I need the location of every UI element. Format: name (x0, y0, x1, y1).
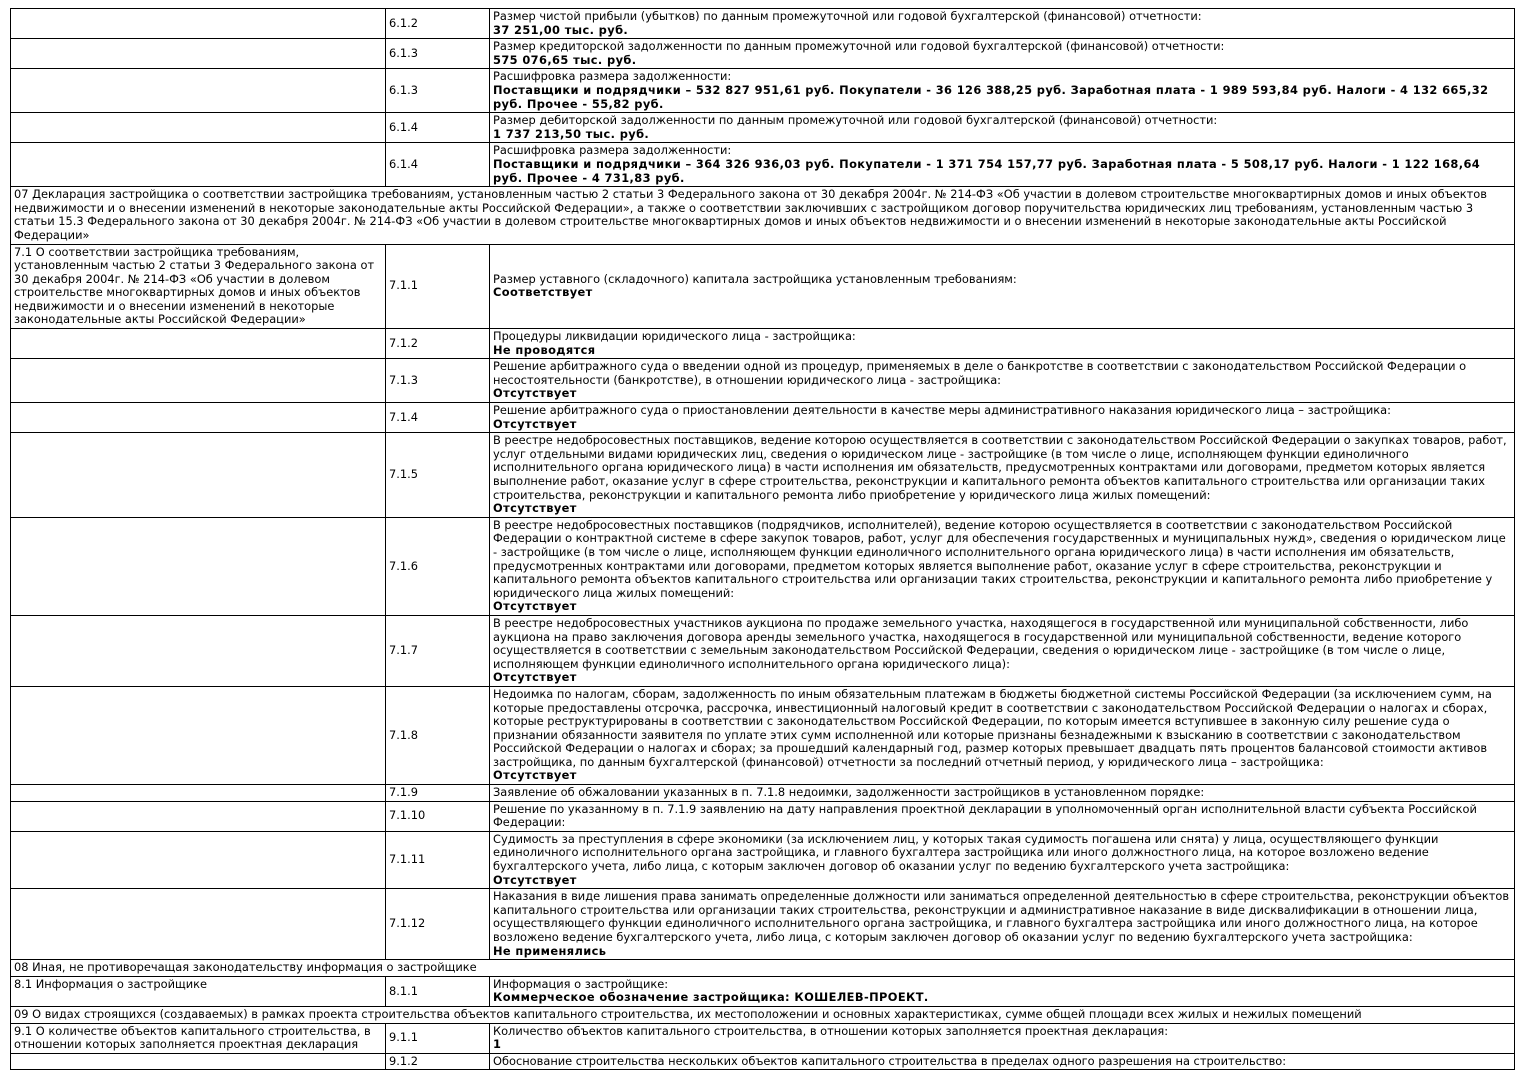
table-row (11, 1053, 1515, 1070)
table-body (11, 9, 1515, 1070)
item-value: Отсутствует (493, 872, 577, 887)
subsection-cell (11, 517, 386, 615)
item-content (490, 329, 1515, 359)
item-code: 7.1.8 (386, 686, 490, 784)
section-header-row (11, 960, 1515, 977)
item-content (490, 801, 1515, 831)
item-label: Размер дебиторской задолженности по данным промежуточной или годовой бухгалтерской (финансовой) отчетности: (493, 113, 1218, 128)
subsection-cell: 8.1 Информация о застройщике (11, 976, 386, 1006)
item-value: 1 737 213,50 тыс. руб. (493, 126, 650, 141)
item-content (490, 9, 1515, 39)
subsection-cell (11, 433, 386, 518)
item-content (490, 686, 1515, 784)
item-value: Поставщики и подрядчики – 532 827 951,61 руб. Покупатели - 36 126 388,25 руб. Заработная плата - 1 989 593,84 руб. Налоги - 4 132 665,32 руб. Прочее - 55,82 руб. (493, 82, 1489, 111)
item-value: Поставщики и подрядчики – 364 326 936,03 руб. Покупатели - 1 371 754 157,77 руб. Заработная плата - 5 508,17 руб. Налоги - 1 122 168,64 руб. Прочее - 4 731,83 руб. (493, 156, 1481, 185)
item-code: 6.1.4 (386, 143, 490, 187)
section-title: 08 Иная, не противоречащая законодательству информация о застройщике (11, 960, 1515, 977)
subsection-cell (11, 785, 386, 802)
table-row (11, 69, 1515, 113)
table-row (11, 785, 1515, 802)
item-value: 37 251,00 тыс. руб. (493, 22, 629, 37)
item-content (490, 889, 1515, 960)
item-code: 7.1.5 (386, 433, 490, 518)
item-value: Отсутствует (493, 599, 577, 614)
item-content (490, 433, 1515, 518)
subsection-cell (11, 686, 386, 784)
item-label: Обоснование строительства нескольких объектов капитального строительства в пределах одного разрешения на строительство: (493, 1053, 1287, 1068)
item-label: Информация о застройщике: (493, 976, 669, 991)
item-code: 8.1.1 (386, 976, 490, 1006)
item-label: Решение по указанному в п. 7.1.9 заявлению на дату направления проектной декларации в уполномоченный орган исполнительной власти субъекта Российской Федерации: (493, 801, 1477, 830)
subsection-cell (11, 143, 386, 187)
item-code: 9.1.2 (386, 1053, 490, 1070)
item-label: Судимость за преступления в сфере экономики (за исключением лиц, у которых такая судимость погашена или снята) у лица, осуществляющего функции единоличного исполнительного органа застройщика, и главного бухгалтера застройщика или иного должностного лица, на которое возложено ведение бухгалтерского учета, либо лица, с которым заключен договор об оказании услуг по ведению бухгалтерского учета застройщика: (493, 831, 1439, 874)
item-code: 7.1.2 (386, 329, 490, 359)
item-value: 575 076,65 тыс. руб. (493, 52, 637, 67)
subsection-cell: 9.1 О количестве объектов капитального строительства, в отношении которых заполняется проектная декларация (11, 1023, 386, 1053)
item-label: Расшифровка размера задолженности: (493, 69, 732, 84)
table-row (11, 359, 1515, 403)
item-label: Наказания в виде лишения права занимать определенные должности или заниматься определенной деятельностью в сфере строительства, реконструкции объектов капитального строительства или организации таких строительства, реконструкции и административное наказание в виде дисквалификации в отношении лица, осуществляющего функции единоличного исполнительного органа застройщика, и главного бухгалтера застройщика или иного должностного лица, на которое возложено ведение бухгалтерского учета, либо лица, с которым заключен договор об оказании услуг по ведению бухгалтерского учета застройщика: (493, 889, 1510, 944)
item-code: 6.1.2 (386, 9, 490, 39)
declaration-table (10, 8, 1515, 1070)
table-row (11, 1023, 1515, 1053)
table-row (11, 433, 1515, 518)
item-label: Количество объектов капитального строительства, в отношении которых заполняется проектная декларация: (493, 1023, 1169, 1038)
item-label: Процедуры ликвидации юридического лица - застройщика: (493, 329, 856, 344)
table-row (11, 143, 1515, 187)
item-content (490, 69, 1515, 113)
item-label: Решение арбитражного суда о приостановлении деятельности в качестве меры административного наказания юридического лица – застройщика: (493, 403, 1391, 418)
item-code: 6.1.3 (386, 39, 490, 69)
item-code: 7.1.12 (386, 889, 490, 960)
section-header-row (11, 1006, 1515, 1023)
item-label: Заявление об обжаловании указанных в п. 7.1.8 недоимки, задолженности застройщиков в установленном порядке: (493, 785, 1205, 800)
section-header-row (11, 187, 1515, 244)
subsection-cell (11, 113, 386, 143)
table-row (11, 9, 1515, 39)
item-content (490, 244, 1515, 329)
table-row (11, 889, 1515, 960)
item-value: Отсутствует (493, 416, 577, 431)
item-content (490, 39, 1515, 69)
item-label: В реестре недобросовестных поставщиков (подрядчиков, исполнителей), ведение которою осуществляется в соответствии с законодательством Российской Федерации о контрактной системе в сфере закупок товаров, работ, услуг для обеспечения государственных и муниципальных нужд», сведения о юридическом лице - застройщике (в том числе о лице, исполняющем функции единоличного исполнительного органа юридического лица) в части исполнения им обязательств, предусмотренных контрактами или договорами, предметом которых является выполнение работ, оказание услуг в сфере строительства, реконструкции и капитального ремонта объектов капитального строительства или организации таких строительства, реконструкции и капитального ремонта либо приобретение у юридического лица жилых помещений: (493, 517, 1506, 600)
table-row (11, 113, 1515, 143)
item-code: 7.1.6 (386, 517, 490, 615)
item-value: Отсутствует (493, 386, 577, 401)
subsection-cell (11, 329, 386, 359)
subsection-cell (11, 403, 386, 433)
item-label: В реестре недобросовестных поставщиков, ведение которою осуществляется в соответствии с законодательством Российской Федерации о закупках товаров, работ, услуг отдельными видами юридических лиц, сведения о юридическом лице - застройщике (в том числе о лице, исполняющем функции единоличного исполнительного органа юридического лица) в части исполнения им обязательств, предусмотренных контрактами или договорами, предметом которых является выполнение работ, оказание услуг в сфере строительства, реконструкции и капитального ремонта объектов капитального строительства или организации таких строительства, реконструкции и капитального ремонта либо приобретение у юридического лица жилых помещений: (493, 433, 1507, 502)
item-code: 7.1.1 (386, 244, 490, 329)
table-row (11, 244, 1515, 329)
item-value: Не проводятся (493, 342, 596, 357)
subsection-cell (11, 69, 386, 113)
item-code: 7.1.3 (386, 359, 490, 403)
item-value: Не применялись (493, 943, 607, 958)
item-code: 9.1.1 (386, 1023, 490, 1053)
item-content (490, 976, 1515, 1006)
item-value: Отсутствует (493, 768, 577, 783)
subsection-cell (11, 831, 386, 888)
table-row (11, 976, 1515, 1006)
item-value: Отсутствует (493, 501, 577, 516)
item-content (490, 615, 1515, 686)
subsection-cell (11, 801, 386, 831)
subsection-cell: 7.1 О соответствии застройщика требованиям, установленным частью 2 статьи 3 Федерального закона от 30 декабря 2004г. № 214-ФЗ «Об участии в долевом строительстве многоквартирных домов и иных объектов недвижимости и о внесении изменений в некоторые законодательные акты Российской Федерации» (11, 244, 386, 329)
item-content (490, 785, 1515, 802)
item-label: В реестре недобросовестных участников аукциона по продаже земельного участка, находящегося в государственной или муниципальной собственности, либо аукциона на право заключения договора аренды земельного участка, находящегося в государственной или муниципальной собственности, ведение которого осуществляется в соответствии с земельным законодательством Российской Федерации, сведения о юридическом лице - застройщике (в том числе о лице, исполняющем функции единоличного исполнительного органа юридического лица): (493, 615, 1469, 671)
item-content (490, 1023, 1515, 1053)
item-content (490, 831, 1515, 888)
item-code: 7.1.9 (386, 785, 490, 802)
table-row (11, 403, 1515, 433)
section-title: 09 О видах строящихся (создаваемых) в рамках проекта строительства объектов капитального строительства, их местоположении и основных характеристиках, сумме общей площади всех жилых и нежилых помещений (11, 1006, 1515, 1023)
item-content (490, 403, 1515, 433)
item-content (490, 113, 1515, 143)
table-row (11, 686, 1515, 784)
table-row (11, 517, 1515, 615)
subsection-cell (11, 9, 386, 39)
table-row (11, 615, 1515, 686)
item-code: 6.1.3 (386, 69, 490, 113)
item-label: Размер уставного (складочного) капитала застройщика установленным требованиям: (493, 271, 1017, 286)
item-value: 1 (493, 1037, 502, 1052)
item-label: Размер кредиторской задолженности по данным промежуточной или годовой бухгалтерской (финансовой) отчетности: (493, 39, 1225, 54)
table-row (11, 831, 1515, 888)
item-value: Коммерческое обозначение застройщика: КОШЕЛЕВ-ПРОЕКТ. (493, 990, 929, 1005)
item-value: Соответствует (493, 285, 593, 300)
table-row (11, 801, 1515, 831)
item-label: Решение арбитражного суда о введении одной из процедур, применяемых в деле о банкротстве в соответствии с законодательством Российской Федерации о несостоятельности (банкротстве), в отношении юридического лица - застройщика: (493, 359, 1467, 387)
subsection-cell (11, 615, 386, 686)
table-row (11, 329, 1515, 359)
item-label: Недоимка по налогам, сборам, задолженность по иным обязательным платежам в бюджеты бюджетной системы Российской Федерации (за исключением сумм, на которые предоставлены отсрочка, рассрочка, инвестиционный налоговый кредит в соответствии с законодательством Российской Федерации о налогах и сборах, которые реструктурированы в соответствии с законодательством Российской Федерации, по которым имеется вступившее в законную силу решение суда о признании обязанности заявителя по уплате этих сумм исполненной или которые признаны безнадежными к взысканию в соответствии с законодательством Российской Федерации о налогах и сборах; за прошедший календарный год, размер которых превышает двадцать пять процентов балансовой стоимости активов застройщика, по данным бухгалтерской (финансовой) отчетности за последний отчетный период, у юридического лица – застройщика: (493, 686, 1492, 769)
item-code: 7.1.4 (386, 403, 490, 433)
subsection-cell (11, 359, 386, 403)
subsection-cell (11, 1053, 386, 1070)
item-label: Расшифровка размера задолженности: (493, 143, 732, 158)
subsection-cell (11, 889, 386, 960)
item-content (490, 143, 1515, 187)
item-code: 7.1.10 (386, 801, 490, 831)
item-content (490, 1053, 1515, 1070)
item-value: Отсутствует (493, 670, 577, 685)
subsection-cell (11, 39, 386, 69)
item-content (490, 359, 1515, 403)
item-label: Размер чистой прибыли (убытков) по данным промежуточной или годовой бухгалтерской (финансовой) отчетности: (493, 9, 1202, 23)
item-content (490, 517, 1515, 615)
table-row (11, 39, 1515, 69)
item-code: 7.1.7 (386, 615, 490, 686)
section-title: 07 Декларация застройщика о соответствии застройщика требованиям, установленным частью 2 статьи 3 Федерального закона от 30 декабря 2004г. № 214-ФЗ «Об участии в долевом строительстве многоквартирных домов и иных объектов недвижимости и о внесении изменений в некоторые законодательные акты Российской Федерации», а также о соответствии заключивших с застройщиком договор поручительства юридических лиц требованиям, установленным частью 3 статьи 15.3 Федерального закона от 30 декабря 2004г. № 214-ФЗ «Об участии в долевом строительстве многоквартирных домов и иных объектов недвижимости и о внесении изменений в некоторые законодательные акты Российской Федерации» (11, 187, 1515, 244)
item-code: 7.1.11 (386, 831, 490, 888)
item-code: 6.1.4 (386, 113, 490, 143)
